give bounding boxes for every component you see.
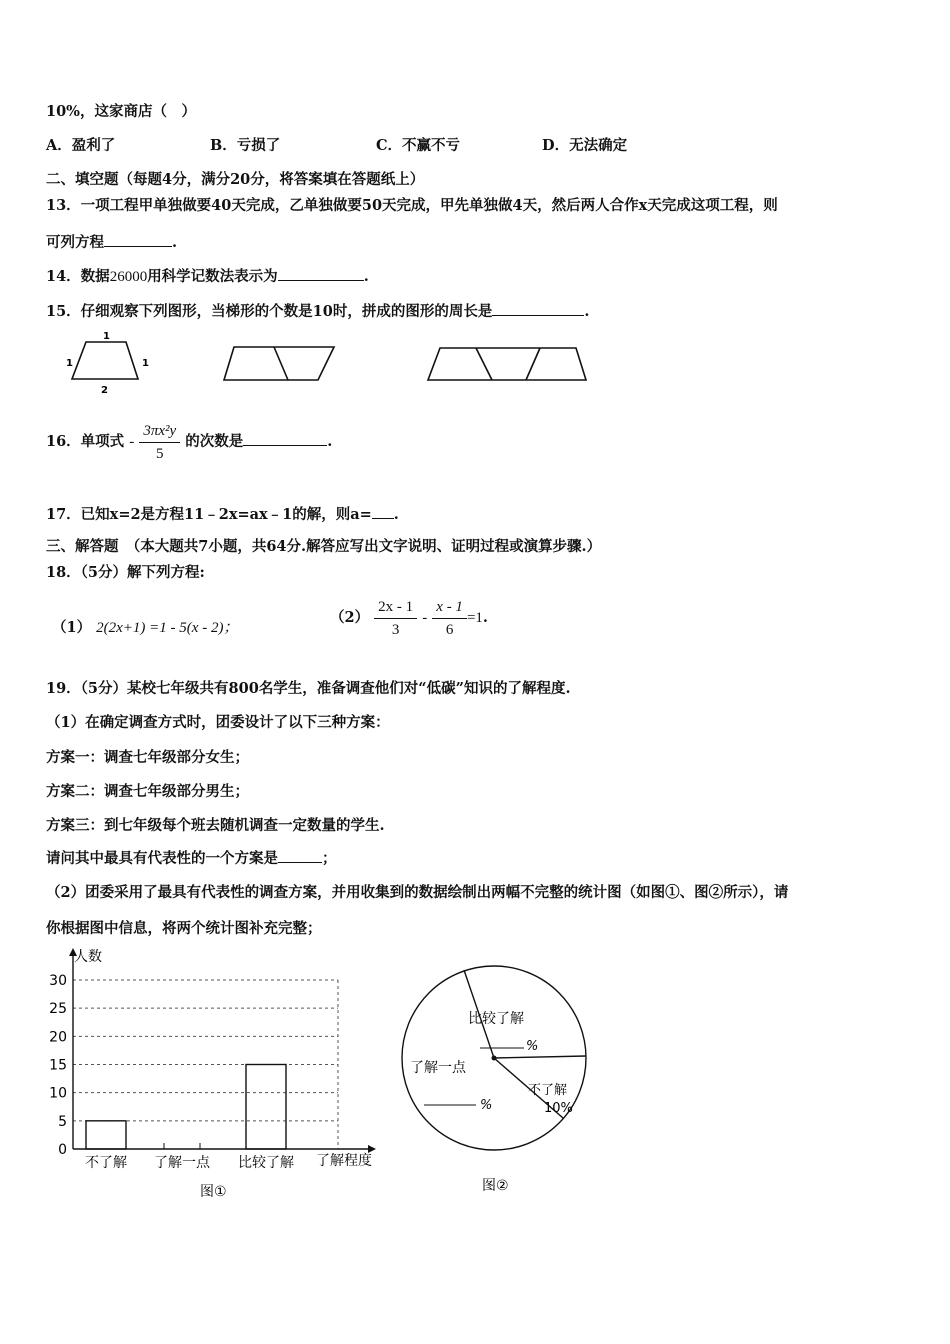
bar-chart	[40, 946, 400, 1208]
q19-part2-line1: （2）团委采用了最具有代表性的调查方案，并用收集到的数据绘制出两幅不完整的统计图（如图①、图②所示），请	[46, 884, 789, 901]
figure2-caption: 图②	[482, 1178, 509, 1194]
answer-blank[interactable]	[278, 848, 322, 863]
minus-sign: -	[422, 610, 428, 626]
trapezoid-1	[72, 342, 138, 379]
q16-text2: 的次数是	[185, 433, 244, 450]
plan-2: 方案二：调查七年级部分男生；	[46, 783, 249, 800]
q19-question: 请问其中最具有代表性的一个方案是 ；	[46, 850, 337, 867]
y-tick-label: 10	[49, 1085, 67, 1102]
trapezoid-2-divider	[274, 347, 288, 380]
option-c: C．不赢不亏	[376, 137, 461, 154]
slice-pct-bijiao: %	[526, 1039, 539, 1054]
y-axis-label: 人数	[74, 949, 102, 965]
fraction1-numerator: 2x - 1	[374, 598, 417, 619]
pie-center	[492, 1056, 497, 1061]
trapezoid-2-shape	[224, 347, 334, 380]
q19-ask: 请问其中最具有代表性的一个方案是	[46, 850, 278, 867]
q14: 14．数据26000用科学记数法表示为 .	[46, 268, 369, 285]
q18-part2-label: （2）	[330, 609, 370, 626]
section3-heading: 三、解答题 （本大题共7小题，共64分.解答应写出文字说明、证明过程或演算步骤.）	[46, 538, 602, 555]
x-axis-label: 了解程度	[316, 1153, 372, 1169]
y-tick-label: 0	[58, 1142, 67, 1158]
q18-part2: （2） $\frac{2x - 1}{3}$ - $\frac{x - 1}{6}$ =1.	[330, 598, 488, 638]
q16-sign: -	[129, 434, 135, 450]
label-left: 1	[66, 358, 73, 369]
x-tick-label: 不了解	[85, 1155, 127, 1171]
y-tick-label: 25	[49, 1001, 67, 1018]
q16: 16．单项式 - $\frac{\text{3πx²y}}{5}$ 的次数是 .	[46, 422, 333, 462]
q19-part1: （1）在确定调查方式时，团委设计了以下三种方案：	[46, 714, 390, 731]
q17-text: 17．已知x=2是方程11﹣2x=ax﹣1的解，则a=	[46, 506, 372, 523]
trapezoid-figures	[56, 330, 596, 400]
fraction1-denominator: 3	[391, 621, 400, 638]
q19-number: 800	[228, 680, 259, 697]
slice-label-bijiao: 比较了解	[468, 1011, 524, 1027]
q19-intro	[46, 679, 571, 699]
trapezoid-3-divider-a	[476, 348, 492, 380]
q16-numerator: 3πx²y	[139, 422, 180, 443]
answer-blank[interactable]	[243, 431, 327, 446]
y-tick-label: 20	[49, 1029, 67, 1046]
trapezoid-3-divider-b	[526, 348, 540, 380]
label-bottom: 2	[101, 385, 108, 396]
equation-1: 2(2x+1) =1 - 5(x - 2)；	[96, 620, 239, 636]
trapezoid-3-shape	[428, 348, 586, 380]
option-d: D．无法确定	[542, 137, 628, 154]
q18-part1	[52, 618, 238, 638]
slice-label-liaojie: 了解一点	[410, 1060, 466, 1076]
y-tick-label: 5	[58, 1113, 67, 1130]
answer-blank[interactable]	[372, 504, 394, 519]
q13-line1: 13．一项工程甲单独做要40天完成，乙单独做要50天完成，甲先单独做4天，然后两人合作x天完成这项工程，则	[46, 197, 778, 214]
y-tick-label: 15	[49, 1057, 67, 1074]
bar	[86, 1121, 126, 1149]
label-top: 1	[103, 331, 110, 342]
q17: 17．已知x=2是方程11﹣2x=ax﹣1的解，则a= .	[46, 506, 399, 523]
slice-label-buliaojie: 不了解	[528, 1083, 568, 1098]
slice-pct-liaojie: %	[480, 1098, 493, 1113]
option-b: B．亏损了	[210, 137, 281, 154]
q18-part1-label: （1）	[52, 619, 92, 636]
q13-text: 可列方程	[46, 234, 104, 251]
answer-blank[interactable]	[278, 266, 364, 281]
fraction2-denominator: 6	[445, 621, 454, 638]
q13-line2: 可列方程 .	[46, 234, 178, 251]
x-tick-label: 比较了解	[238, 1155, 294, 1171]
q19-text2: 名学生，准备调查他们对“低碳”知识的了解程度.	[258, 680, 571, 697]
option-a: A．盈利了	[46, 137, 116, 154]
label-right: 1	[142, 358, 149, 369]
slice-pct-buliaojie: 10%	[544, 1101, 573, 1116]
pie-chart	[398, 946, 594, 1208]
q19-part2-line2: 你根据图中信息，将两个统计图补充完整；	[46, 920, 322, 937]
x-axis-arrow	[368, 1145, 376, 1153]
y-tick-label: 30	[49, 973, 67, 989]
q19-text: 19．（5分）某校七年级共有	[46, 680, 229, 697]
q16-denominator: 5	[155, 445, 164, 462]
answer-blank[interactable]	[104, 232, 172, 247]
q15-text: 15．仔细观察下列图形，当梯形的个数是10时，拼成的图形的周长是	[46, 303, 493, 320]
bar	[246, 1065, 286, 1150]
answer-blank[interactable]	[492, 301, 584, 316]
x-tick-label: 了解一点	[154, 1155, 210, 1171]
equals-one: =1	[466, 610, 483, 626]
q12-tail: 10%，这家商店（ ）	[46, 103, 196, 120]
q16-text: 16．单项式	[46, 433, 125, 450]
q14-number: 26000	[109, 269, 148, 285]
pie-divider-right	[494, 1056, 586, 1058]
q14-text: 14．数据	[46, 268, 110, 285]
q15: 15．仔细观察下列图形，当梯形的个数是10时，拼成的图形的周长是 .	[46, 303, 590, 320]
fraction2-numerator: x - 1	[432, 598, 467, 619]
plan-3: 方案三：到七年级每个班去随机调查一定数量的学生.	[46, 817, 385, 834]
q18: 18．（5分）解下列方程:	[46, 564, 205, 581]
q14-text2: 用科学记数法表示为	[147, 268, 278, 285]
section2-heading: 二、填空题（每题4分，满分20分，将答案填在答题纸上）	[46, 171, 425, 188]
figure1-caption: 图①	[200, 1184, 227, 1200]
plan-1: 方案一：调查七年级部分女生；	[46, 749, 249, 766]
